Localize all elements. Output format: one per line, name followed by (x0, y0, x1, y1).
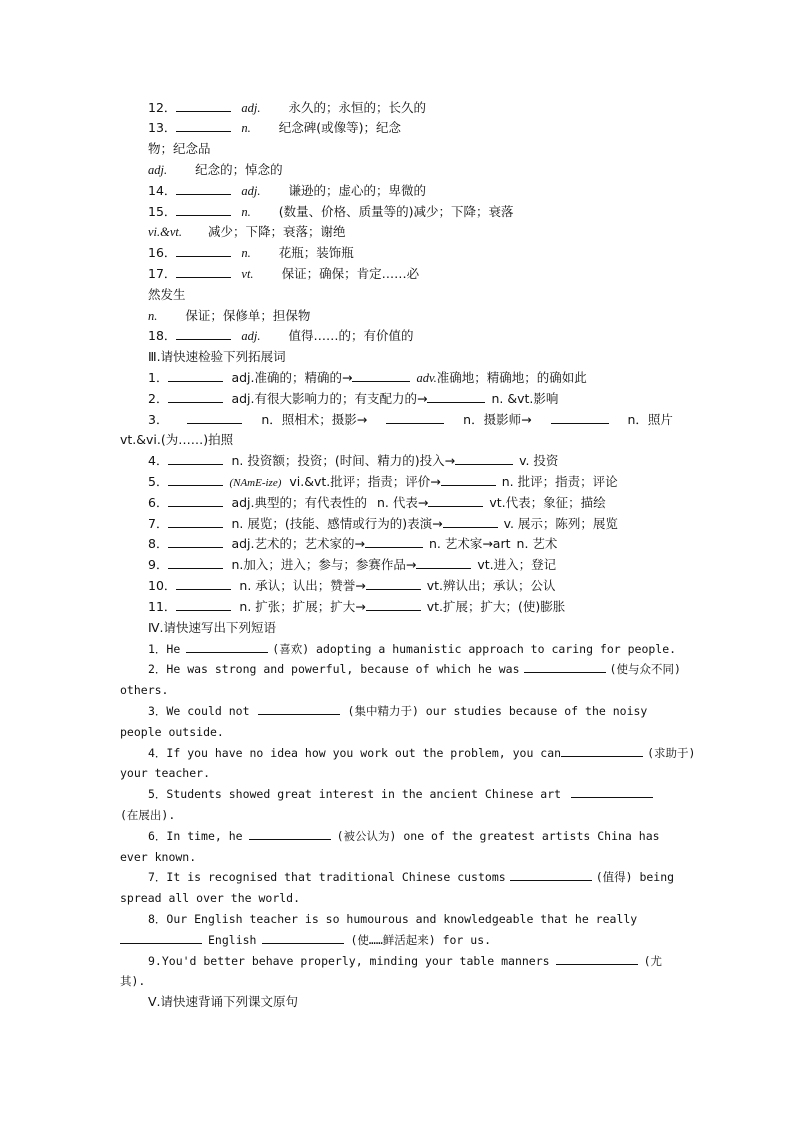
answer-blank[interactable] (176, 120, 231, 132)
answer-blank[interactable] (561, 745, 643, 757)
answer-blank[interactable] (176, 204, 231, 216)
phrase-item-9-continued: 其). (120, 974, 146, 988)
vocab-item-13: 13． n. 纪念碑(或像等)；纪念 (148, 120, 402, 135)
vocab-item-13-continued: 物；纪念品 (148, 141, 211, 156)
answer-blank[interactable] (168, 391, 223, 403)
vocab-item-15b: vi.&vt. 减少；下降；衰落；谢绝 (148, 224, 346, 239)
section-3-heading: Ⅲ.请快速检验下列拓展词 (148, 349, 286, 364)
answer-blank[interactable] (524, 661, 606, 673)
extension-item-3-continued: vt.&vi.(为……)拍照 (120, 432, 234, 447)
phrase-item-4: 4．If you have no idea how you work out the problem, you can (求助于) (148, 746, 696, 760)
phrase-item-6-continued: ever known. (120, 850, 197, 864)
phrase-item-3-continued: people outside. (120, 725, 224, 739)
answer-blank[interactable] (187, 412, 242, 424)
answer-blank[interactable] (168, 495, 223, 507)
vocab-item-16: 16． n. 花瓶；装饰瓶 (148, 245, 354, 260)
phrase-item-8: 8．Our English teacher is so humourous and knowledgeable that he really (148, 912, 638, 926)
answer-blank[interactable] (176, 266, 231, 278)
answer-blank[interactable] (428, 495, 483, 507)
answer-blank[interactable] (455, 453, 513, 465)
answer-blank[interactable] (571, 786, 653, 798)
answer-blank[interactable] (262, 932, 344, 944)
extension-item-3: 3． n．照相术；摄影→ n．摄影师→ n．照片 (148, 412, 673, 427)
phrase-item-2-continued: others. (120, 683, 169, 697)
phrase-item-5-continued: (在展出). (120, 808, 176, 822)
vocab-item-17b: n. 保证；保修单；担保物 (148, 308, 311, 323)
vocab-item-17: 17． vt. 保证；确保；肯定……必 (148, 266, 420, 281)
answer-blank[interactable] (441, 474, 496, 486)
extension-item-2: 2． adj.有很大影响力的；有支配力的→ n. &vt.影响 (148, 391, 559, 406)
answer-blank[interactable] (551, 412, 609, 424)
phrase-item-5: 5．Students showed great interest in the ancient Chinese art (148, 786, 653, 802)
answer-blank[interactable] (386, 412, 444, 424)
answer-blank[interactable] (176, 245, 231, 257)
vocab-item-13b: adj. 纪念的；悼念的 (148, 162, 283, 177)
answer-blank[interactable] (176, 183, 231, 195)
answer-blank[interactable] (443, 516, 498, 528)
extension-item-11: 11． n. 扩张；扩展；扩大→ vt.扩展；扩大；(使)膨胀 (148, 599, 566, 614)
phrase-item-2: 2．He was strong and powerful, because of which he was (使与众不同) (148, 662, 681, 676)
section-4-heading: Ⅳ.请快速写出下列短语 (148, 620, 277, 635)
answer-blank[interactable] (120, 932, 202, 944)
answer-blank[interactable] (168, 516, 223, 528)
phrase-item-1: 1．He (喜欢) adopting a humanistic approach to caring for people. (148, 642, 677, 656)
answer-blank[interactable] (258, 703, 340, 715)
answer-blank[interactable] (366, 578, 421, 590)
answer-blank[interactable] (416, 557, 471, 569)
phrase-item-8-continued: English (使……鲜活起来) for us. (120, 932, 491, 948)
extension-item-9: 9． n.加入；进入；参与；参赛作品→ vt.进入；登记 (148, 557, 557, 572)
answer-blank[interactable] (249, 828, 331, 840)
section-5-heading: Ⅴ.请快速背诵下列课文原句 (148, 994, 299, 1009)
answer-blank[interactable] (168, 557, 223, 569)
phrase-item-4-continued: your teacher. (120, 766, 211, 780)
phrase-item-7-continued: spread all over the world. (120, 891, 301, 905)
vocab-item-14: 14． adj. 谦逊的；虚心的；卑微的 (148, 183, 427, 198)
extension-item-4: 4． n. 投资额；投资；(时间、精力的)投入→ v. 投资 (148, 453, 559, 468)
vocab-item-18: 18． adj. 值得……的；有价值的 (148, 328, 414, 343)
answer-blank[interactable] (366, 599, 421, 611)
phrase-item-9: 9.You'd better behave properly, minding your table manners (尤 (148, 954, 663, 968)
answer-blank[interactable] (427, 391, 485, 403)
extension-item-10: 10． n. 承认；认出；赞誉→ vt.辨认出；承认；公认 (148, 578, 556, 593)
answer-blank[interactable] (510, 869, 592, 881)
answer-blank[interactable] (186, 641, 268, 653)
phrase-item-7: 7．It is recognised that traditional Chinese customs (值得) being (148, 870, 675, 884)
extension-item-5: 5． (NAmE-ize) vi.&vt.批评；指责；评价→ n. 批评；指责；评论 (148, 474, 618, 489)
extension-item-6: 6． adj.典型的；有代表性的 n. 代表→ vt.代表；象征；描绘 (148, 495, 606, 510)
extension-item-1: 1． adj.准确的；精确的→ adv.准确地；精确地；的确如此 (148, 370, 587, 385)
phrase-item-3: 3．We could not (集中精力于) our studies because of the noisy (148, 704, 648, 718)
answer-blank[interactable] (176, 100, 231, 112)
vocab-item-17-continued: 然发生 (148, 287, 186, 302)
answer-blank[interactable] (168, 453, 223, 465)
answer-blank[interactable] (168, 370, 223, 382)
answer-blank[interactable] (176, 578, 231, 590)
vocab-item-15: 15． n. (数量、价格、质量等的)减少；下降；衰落 (148, 204, 514, 219)
answer-blank[interactable] (176, 599, 231, 611)
answer-blank[interactable] (168, 536, 223, 548)
vocab-item-12: 12． adj. 永久的；永恒的；长久的 (148, 100, 427, 115)
answer-blank[interactable] (365, 536, 423, 548)
phrase-item-6: 6．In time, he (被公认为) one of the greatest artists China has (148, 829, 660, 843)
extension-item-8: 8． adj.艺术的；艺术家的→ n. 艺术家→art n. 艺术 (148, 536, 558, 551)
answer-blank[interactable] (176, 328, 231, 340)
answer-blank[interactable] (352, 370, 410, 382)
answer-blank[interactable] (556, 953, 638, 965)
extension-item-7: 7． n. 展览；(技能、感情或行为的)表演→ v. 展示；陈列；展览 (148, 516, 618, 531)
answer-blank[interactable] (168, 474, 223, 486)
